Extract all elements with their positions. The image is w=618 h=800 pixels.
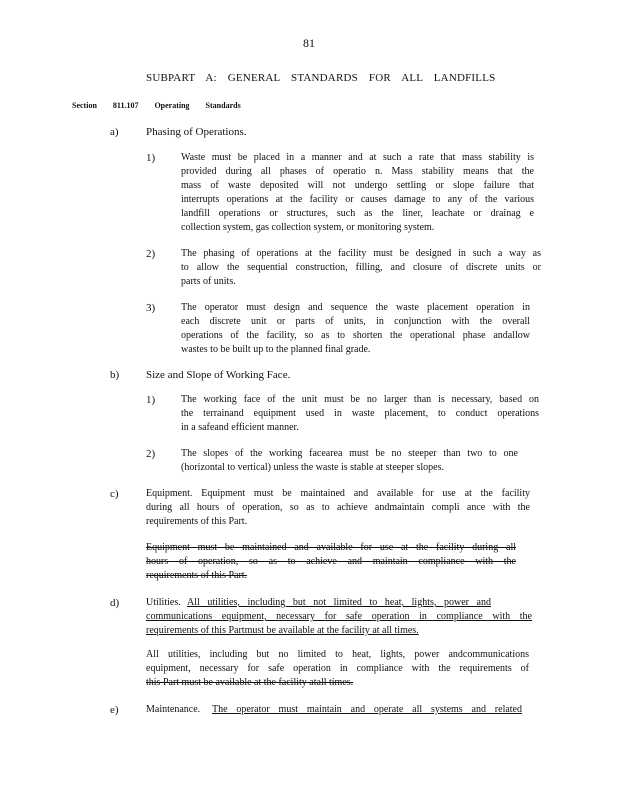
d-paragraph-2 (146, 648, 529, 690)
c-deleted-paragraph (146, 541, 516, 583)
d-inserted-paragraph (146, 610, 532, 638)
text-line: wastes to be built up to the planned final grade. (181, 344, 371, 355)
text-line: during all hours of operation, so as to achieve andmaintain compli ance with the (146, 502, 530, 513)
text-line: (horizontal to vertical) unless the waste is stable at steeper slopes. (181, 462, 444, 473)
e-inserted-line (212, 703, 522, 717)
item-a-label: a) (110, 126, 119, 138)
text-line: the terrainand equipment used in waste placement, to conduct operations (181, 408, 539, 419)
text-line: collection system, gas collection system, or monitoring system. (181, 222, 435, 233)
b1-paragraph (181, 393, 539, 435)
inserted-line: All utilities, including but not limited to heat, lights, power and (187, 597, 491, 608)
e-lead: Maintenance. (146, 704, 201, 715)
struck-line: hours of operation, so as to achieve and maintain compliance with the (146, 556, 516, 567)
d-inserted-line-1 (187, 596, 491, 610)
b2-number: 2) (146, 448, 156, 460)
item-c-label: c) (110, 488, 119, 500)
item-d-label: d) (110, 597, 120, 609)
item-b-label: b) (110, 369, 120, 381)
text-line: operations of the facility, so as to shorten the operational phase andallow (181, 330, 530, 341)
text-line: in a safeand efficient manner. (181, 422, 299, 433)
item-a-title: Phasing of Operations. (146, 126, 247, 138)
text-line: Waste must be placed in a manner and at such a rate that mass stability is (181, 152, 534, 163)
c-paragraph (146, 487, 530, 529)
inserted-line: The operator must maintain and operate all systems and related (212, 704, 522, 715)
text-line: The operator must design and sequence the waste placement operation in (181, 302, 530, 313)
a3-number: 3) (146, 302, 156, 314)
text-line: provided during all phases of operatio n. Mass stability means that the (181, 166, 534, 177)
struck-line: requirements of this Part. (146, 570, 248, 581)
text-line: to allow the sequential construction, filling, and closure of discrete units or (181, 262, 541, 273)
inserted-line: communications equipment, necessary for safe operation in compliance with the (146, 611, 532, 622)
struck-line: Equipment must be maintained and available for use at the facility during all (146, 542, 516, 553)
a1-paragraph (181, 151, 534, 235)
a3-paragraph (181, 301, 530, 357)
b2-paragraph (181, 447, 518, 475)
text-line: equipment, necessary for safe operation in compliance with the requirements of (146, 663, 529, 674)
text-line: The slopes of the working facearea must be no steeper than two to one (181, 448, 518, 459)
text-line: requirements of this Part. (146, 516, 248, 527)
text-line: landfill operations or structures, such as the liner, leachate or drainag e (181, 208, 534, 219)
section-heading: Section 811.107 Operating Standards (72, 101, 241, 110)
item-e-label: e) (110, 704, 119, 716)
d-lead: Utilities. (146, 597, 181, 608)
subpart-title: SUBPART A: GENERAL STANDARDS FOR ALL LANDFILLS (146, 72, 496, 84)
inserted-line: requirements of this Partmust be available at the facility at all times. (146, 625, 419, 636)
text-line: The phasing of operations at the facility must be designed in such a way as (181, 248, 541, 259)
page-number: 81 (303, 36, 315, 50)
text-line: parts of units. (181, 276, 236, 287)
text-line: mass of waste deposited will not undergo settling or slope failure that (181, 180, 534, 191)
text-line: Equipment. Equipment must be maintained and available for use at the facility (146, 488, 530, 499)
text-line: The working face of the unit must be no larger than is necessary, based on (181, 394, 539, 405)
text-line: interrupts operations at the facility or causes damage to any of the various (181, 194, 534, 205)
a1-number: 1) (146, 152, 156, 164)
a2-number: 2) (146, 248, 156, 260)
b1-number: 1) (146, 394, 156, 406)
text-line: All utilities, including but no limited to heat, lights, power andcommunications (146, 649, 529, 660)
item-b-title: Size and Slope of Working Face. (146, 369, 291, 381)
struck-line: this Part must be available at the facility atall times. (146, 677, 354, 688)
text-line: each discrete unit or parts of units, in conjunction with the overall (181, 316, 530, 327)
a2-paragraph (181, 247, 541, 289)
